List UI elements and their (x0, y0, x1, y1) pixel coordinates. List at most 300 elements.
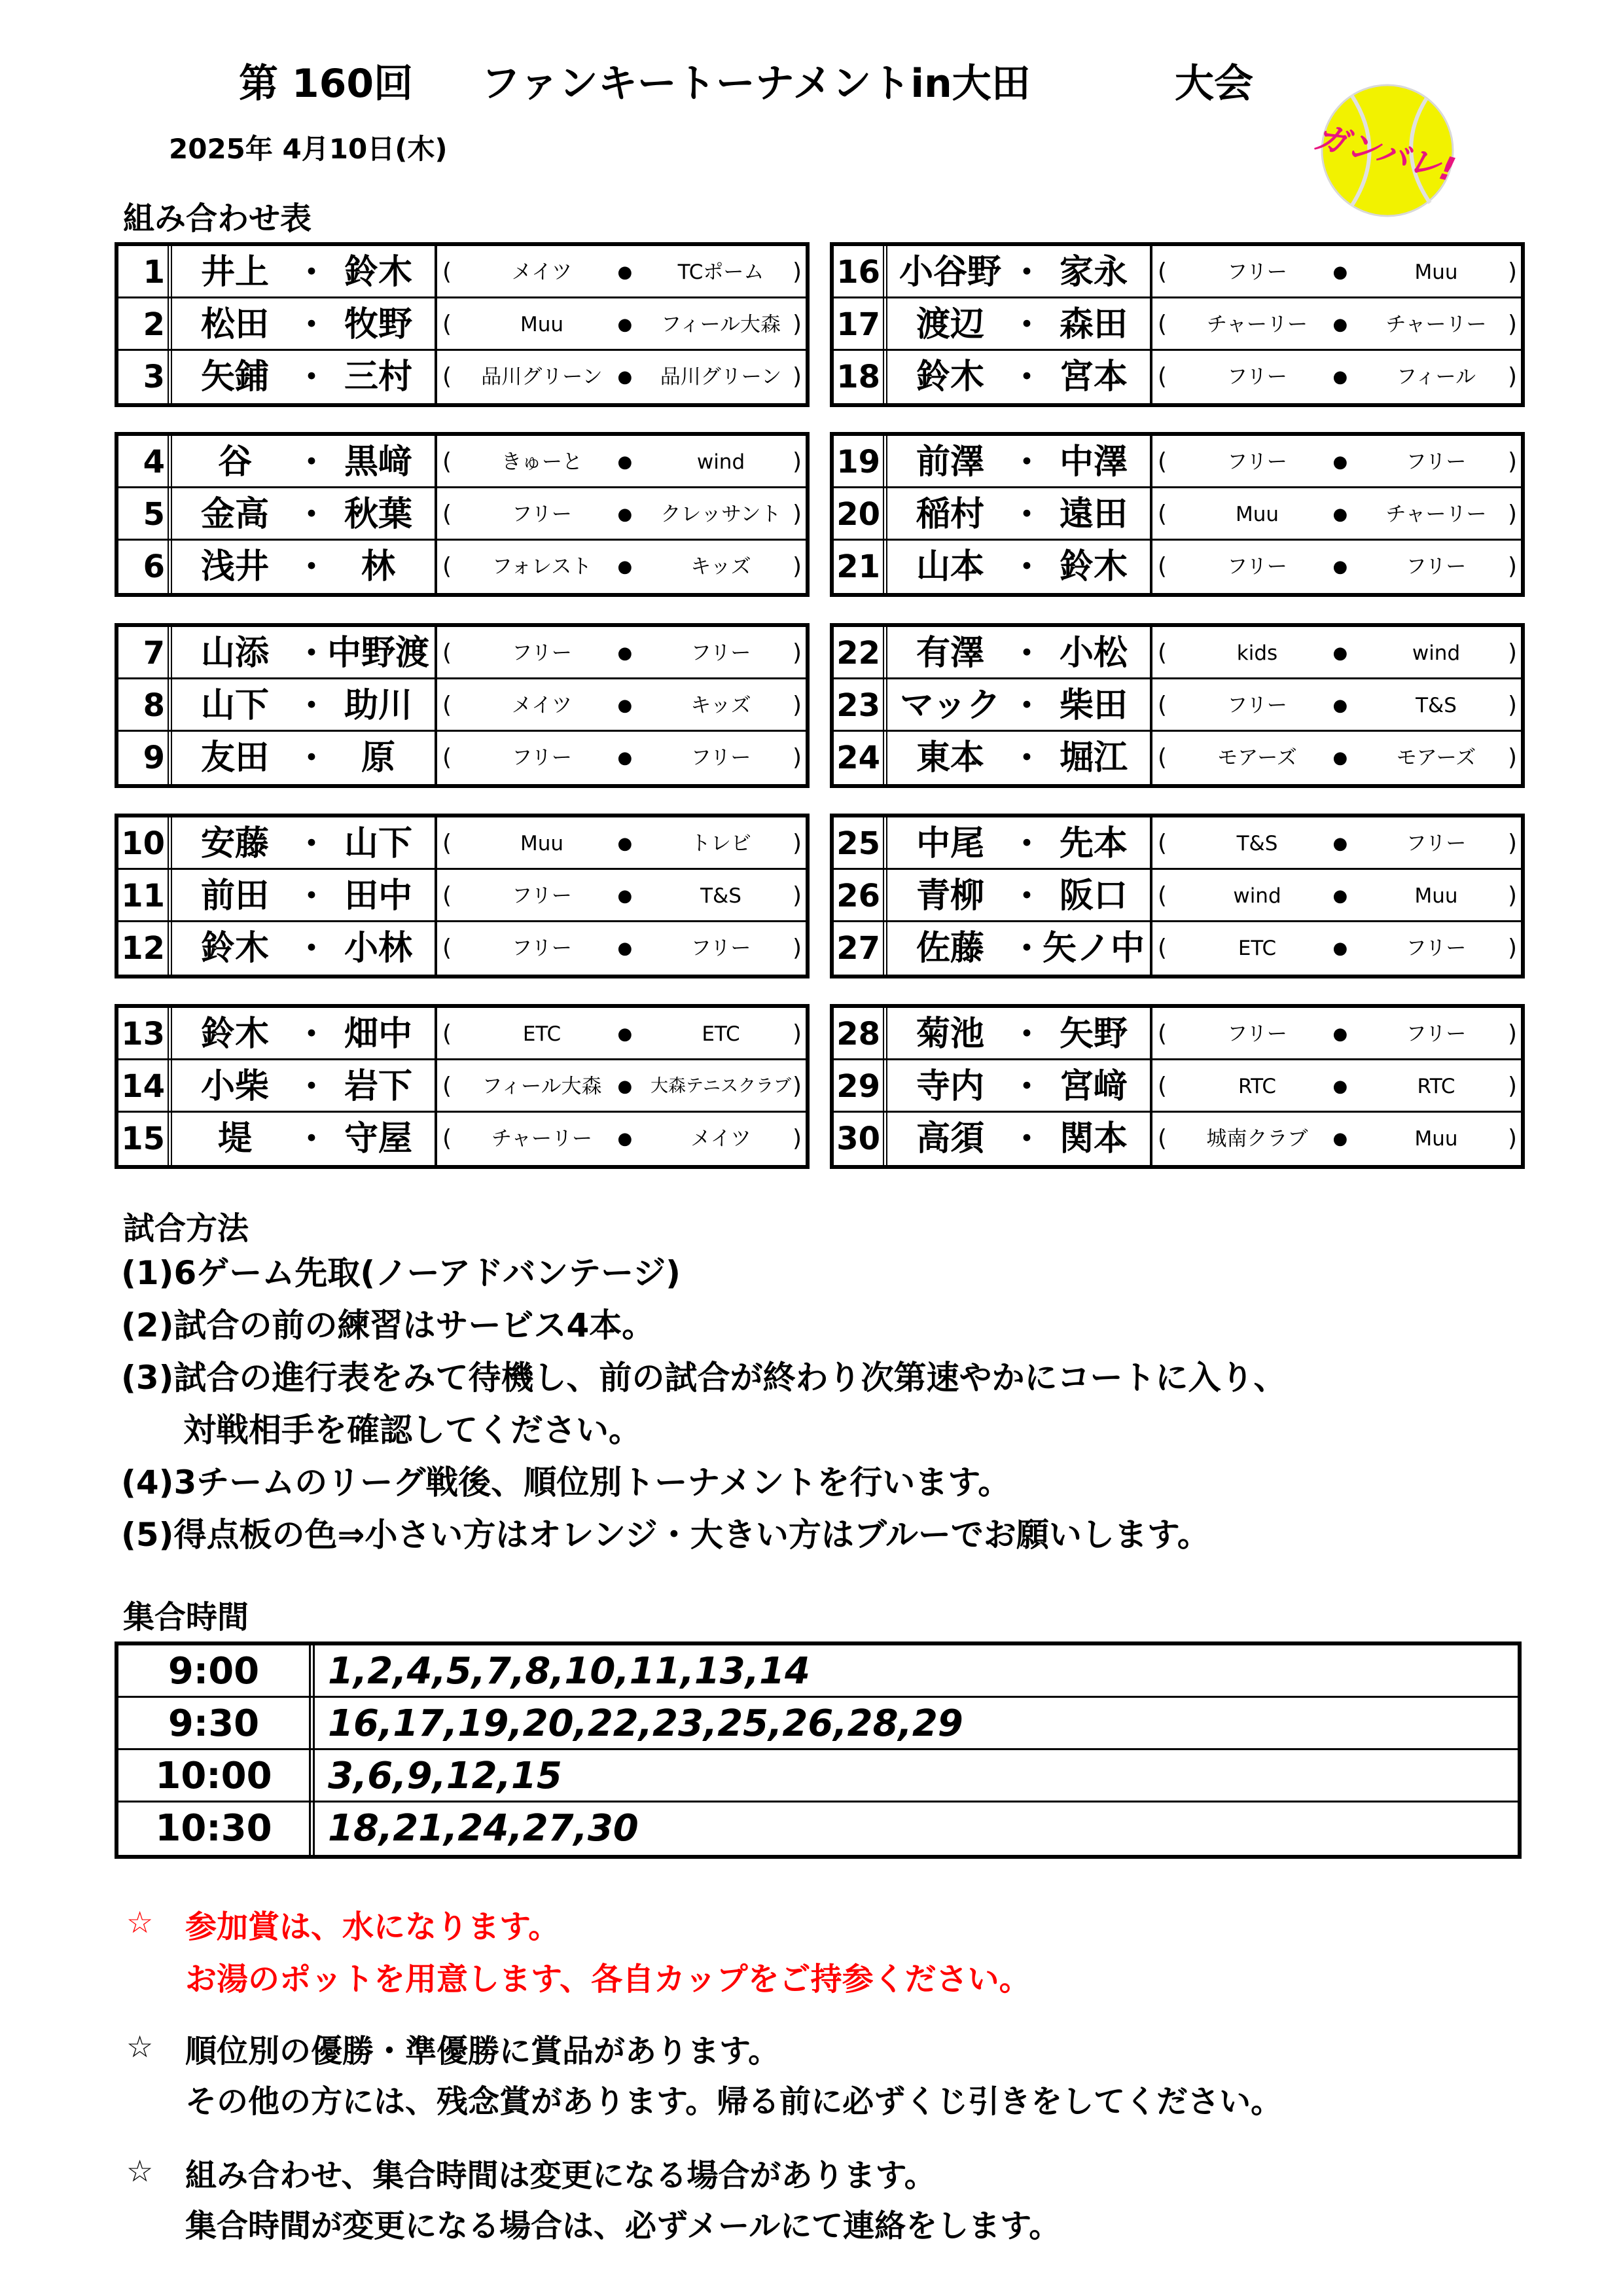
club-cell (1150, 351, 1521, 403)
pair-number: 27 (834, 922, 887, 975)
player-separator: ・ (295, 1120, 328, 1158)
club-cell (435, 679, 806, 730)
paren-close: ) (793, 553, 802, 580)
club-separator: ● (1332, 262, 1348, 282)
player-1: 中尾 (916, 824, 984, 863)
club-2: TCポーム (677, 260, 764, 284)
club-1: フリー (512, 937, 572, 960)
paren-close: ) (1508, 935, 1518, 961)
club-1: チャーリー (1206, 313, 1308, 336)
paren-open: ( (1158, 311, 1168, 338)
player-1: 金高 (200, 495, 269, 534)
club-2: キッズ (690, 694, 751, 717)
club-separator: ● (1332, 315, 1348, 334)
note-star-icon: ☆ (126, 2153, 154, 2189)
club-cell (435, 732, 806, 784)
rule-item-3: (3)試合の進行表をみて待機し、前の試合が終わり次第速やかにコートに入り、 (121, 1359, 1287, 1397)
player-separator: ・ (1010, 548, 1043, 586)
player-1: 稲村 (916, 495, 984, 534)
player-1: 渡辺 (916, 305, 984, 344)
club-2: 大森テニスクラブ (651, 1076, 791, 1096)
player-2: 守屋 (344, 1119, 412, 1158)
player-2: 宮﨑 (1059, 1067, 1128, 1106)
paren-open: ( (1158, 259, 1168, 285)
club-separator: ● (1332, 557, 1348, 577)
player-separator: ・ (1010, 739, 1043, 777)
club-1: メイツ (511, 694, 573, 717)
paren-close: ) (793, 692, 802, 719)
paren-close: ) (793, 882, 802, 909)
player-separator: ・ (1010, 495, 1043, 533)
pair-number: 8 (118, 679, 172, 730)
club-cell (1150, 817, 1521, 868)
club-separator: ● (1332, 939, 1348, 958)
assembly-row (118, 1645, 1518, 1698)
event-date: 2025年 4月10日(木) (169, 133, 448, 165)
club-separator: ● (617, 452, 633, 472)
player-2: 中野渡 (327, 634, 429, 673)
player-separator: ・ (1010, 1015, 1043, 1053)
paren-close: ) (793, 259, 802, 285)
pair-number: 15 (118, 1113, 172, 1165)
club-separator: ● (1332, 1129, 1348, 1149)
player-separator: ・ (295, 687, 328, 725)
pair-number: 23 (834, 679, 887, 730)
player-separator: ・ (295, 1015, 328, 1053)
paren-close: ) (1508, 553, 1518, 580)
player-2: 関本 (1059, 1119, 1128, 1158)
club-cell (435, 246, 806, 296)
player-2: 山下 (344, 824, 412, 863)
pair-number: 7 (118, 627, 172, 677)
note-star-icon: ☆ (126, 2029, 154, 2064)
pairing-group (115, 814, 810, 978)
player-1: 浅井 (200, 547, 269, 586)
player-2: 原 (361, 738, 395, 778)
player-separator: ・ (1010, 687, 1043, 725)
club-cell (1150, 488, 1521, 539)
club-separator: ● (617, 262, 633, 282)
player-2: 田中 (344, 876, 412, 916)
player-separator: ・ (295, 358, 328, 396)
pairing-row (834, 436, 1521, 488)
pairing-row (834, 488, 1521, 541)
paren-close: ) (1508, 259, 1518, 285)
player-separator: ・ (1010, 1120, 1043, 1158)
club-separator: ● (617, 748, 633, 768)
title-name: ファンキートーナメントin大田 (481, 61, 1031, 107)
player-separator: ・ (1010, 306, 1043, 344)
paren-open: ( (1158, 448, 1168, 475)
player-1: 佐藤 (916, 929, 984, 968)
pair-number: 19 (834, 436, 887, 486)
pairing-row (834, 922, 1521, 975)
paren-close: ) (1508, 639, 1518, 666)
club-cell (1150, 732, 1521, 784)
club-separator: ● (1332, 643, 1348, 663)
paren-open: ( (442, 882, 452, 909)
player-separator: ・ (295, 825, 328, 863)
pairing-row (118, 298, 806, 351)
player-separator: ・ (295, 306, 328, 344)
player-1: 矢鋪 (200, 357, 269, 397)
player-2: 堀江 (1059, 738, 1128, 778)
club-separator: ● (617, 1077, 633, 1096)
player-separator: ・ (1010, 634, 1043, 672)
pairing-row (834, 817, 1521, 870)
club-cell (435, 298, 806, 349)
player-1: 高須 (916, 1119, 984, 1158)
paren-open: ( (442, 553, 452, 580)
club-1: チャーリー (491, 1127, 593, 1151)
paren-close: ) (1508, 501, 1518, 528)
pair-number: 26 (834, 870, 887, 920)
club-1: メイツ (511, 260, 573, 284)
club-separator: ● (617, 696, 633, 715)
player-1: 山添 (200, 634, 269, 673)
pairing-row (118, 541, 806, 593)
pairing-group (830, 1004, 1525, 1169)
player-2: 柴田 (1059, 686, 1128, 725)
paren-close: ) (793, 744, 802, 771)
player-separator: ・ (1010, 825, 1043, 863)
paren-close: ) (793, 448, 802, 475)
player-1: 谷 (217, 442, 252, 482)
player-1: 寺内 (916, 1067, 984, 1106)
club-cell (1150, 298, 1521, 349)
tennis-ball-icon (1302, 79, 1459, 236)
title-suffix: 大会 (1175, 61, 1253, 107)
club-2: キッズ (690, 555, 751, 579)
club-2: wind (1412, 641, 1461, 665)
player-2: 鈴木 (344, 253, 412, 292)
assembly-time: 9:00 (118, 1645, 315, 1696)
note-3-line-2: 集合時間が変更になる場合は、必ずメールにて連絡をします。 (185, 2208, 1061, 2244)
paren-open: ( (442, 1020, 452, 1047)
club-1: フリー (512, 746, 572, 770)
paren-close: ) (1508, 744, 1518, 771)
club-1: フリー (512, 884, 572, 908)
player-1: 有澤 (916, 634, 984, 673)
club-2: wind (696, 450, 745, 474)
pairing-group (830, 814, 1525, 978)
player-2: 助川 (344, 686, 412, 725)
player-2: 遠田 (1059, 495, 1128, 534)
note-2-line-2: その他の方には、残念賞があります。帰る前に必ずくじ引きをしてください。 (185, 2083, 1283, 2120)
club-separator: ● (1332, 748, 1348, 768)
player-1: マック (900, 686, 1001, 725)
club-cell (1150, 1060, 1521, 1111)
pair-number: 25 (834, 817, 887, 868)
club-cell (1150, 246, 1521, 296)
club-2: フィール大森 (661, 313, 781, 336)
club-1: Muu (1235, 503, 1279, 526)
assembly-time: 10:30 (118, 1803, 315, 1855)
pair-number: 4 (118, 436, 172, 486)
player-1: 友田 (200, 738, 269, 778)
paren-close: ) (1508, 830, 1518, 857)
club-separator: ● (1332, 367, 1348, 387)
paren-open: ( (442, 639, 452, 666)
pair-number: 16 (834, 246, 887, 296)
club-2: Muu (1414, 1127, 1458, 1151)
pairing-row (118, 488, 806, 541)
club-2: フリー (690, 937, 751, 960)
pair-number: 30 (834, 1113, 887, 1165)
player-separator: ・ (295, 1067, 328, 1105)
club-separator: ● (1332, 834, 1348, 853)
paren-open: ( (442, 692, 452, 719)
club-1: フォレスト (491, 555, 592, 579)
assembly-groups: 1,2,4,5,7,8,10,11,13,14 (328, 1650, 810, 1693)
paren-close: ) (793, 935, 802, 961)
pairing-row (834, 1008, 1521, 1060)
paren-open: ( (1158, 882, 1168, 909)
paren-open: ( (1158, 830, 1168, 857)
paren-open: ( (442, 259, 452, 285)
player-separator: ・ (295, 634, 328, 672)
rule-item-3-cont: 対戦相手を確認してください。 (183, 1411, 641, 1449)
player-1: 山本 (916, 547, 984, 586)
player-1: 小谷野 (899, 253, 1001, 292)
club-separator: ● (617, 367, 633, 387)
club-cell (435, 541, 806, 593)
club-1: ETC (522, 1022, 562, 1046)
paren-close: ) (793, 1073, 802, 1100)
pairing-row (834, 351, 1521, 403)
club-separator: ● (617, 557, 633, 577)
pair-number: 28 (834, 1008, 887, 1058)
pairing-row (118, 817, 806, 870)
section-title-pairings: 組み合わせ表 (123, 200, 312, 237)
paren-close: ) (793, 639, 802, 666)
pairing-row (118, 436, 806, 488)
club-cell (1150, 679, 1521, 730)
pairing-group (115, 1004, 810, 1169)
player-separator: ・ (295, 443, 328, 481)
pair-number: 20 (834, 488, 887, 539)
pairing-row (834, 627, 1521, 679)
paren-close: ) (1508, 363, 1518, 390)
pair-number: 5 (118, 488, 172, 539)
pair-number: 6 (118, 541, 172, 593)
club-cell (435, 1008, 806, 1058)
club-separator: ● (617, 505, 633, 524)
pair-number: 3 (118, 351, 172, 403)
club-1: kids (1236, 641, 1278, 665)
club-1: フリー (1227, 365, 1287, 389)
club-cell (435, 817, 806, 868)
assembly-time: 10:00 (118, 1750, 315, 1801)
player-1: 前田 (200, 876, 269, 916)
pair-number: 24 (834, 732, 887, 784)
club-2: フリー (690, 641, 751, 665)
club-2: クレッサント (660, 503, 781, 526)
club-1: RTC (1238, 1075, 1277, 1098)
club-1: フリー (1227, 1022, 1287, 1046)
club-2: フィール (1397, 365, 1476, 389)
club-separator: ● (1332, 505, 1348, 524)
assembly-row (118, 1803, 1518, 1855)
paren-open: ( (1158, 935, 1168, 961)
club-1: Muu (520, 313, 564, 336)
paren-open: ( (1158, 744, 1168, 771)
section-title-rules: 試合方法 (123, 1210, 249, 1247)
pair-number: 9 (118, 732, 172, 784)
club-separator: ● (1332, 1077, 1348, 1096)
pair-number: 17 (834, 298, 887, 349)
player-2: 岩下 (344, 1067, 412, 1106)
assembly-time: 9:30 (118, 1698, 315, 1748)
club-1: ETC (1238, 937, 1277, 960)
pairing-row (118, 732, 806, 784)
assembly-row (118, 1750, 1518, 1803)
rule-item-2: (2)試合の前の練習はサービス4本。 (121, 1306, 655, 1344)
club-separator: ● (617, 643, 633, 663)
pair-number: 10 (118, 817, 172, 868)
assembly-table (115, 1641, 1522, 1859)
club-2: フリー (1406, 450, 1467, 474)
club-cell (1150, 627, 1521, 677)
pairing-row (834, 870, 1521, 922)
club-separator: ● (1332, 886, 1348, 906)
paren-close: ) (793, 311, 802, 338)
player-2: 三村 (344, 357, 412, 397)
player-separator: ・ (1010, 358, 1043, 396)
player-2: 先本 (1059, 824, 1128, 863)
rule-item-5: (5)得点板の色⇒小さい方はオレンジ・大きい方はブルーでお願いします。 (121, 1516, 1210, 1554)
pairing-row (834, 732, 1521, 784)
club-1: フリー (1227, 694, 1287, 717)
pairing-group (115, 242, 810, 407)
player-separator: ・ (1010, 443, 1043, 481)
club-cell (435, 351, 806, 403)
paren-close: ) (1508, 692, 1518, 719)
section-title-assembly: 集合時間 (123, 1599, 249, 1636)
pairing-row (834, 1060, 1521, 1113)
player-2: 畑中 (344, 1014, 412, 1054)
pairing-row (118, 922, 806, 975)
pair-number: 29 (834, 1060, 887, 1111)
club-2: チャーリー (1385, 503, 1487, 526)
club-2: ETC (702, 1022, 740, 1046)
club-cell (435, 627, 806, 677)
club-2: モアーズ (1396, 746, 1476, 770)
club-separator: ● (1332, 452, 1348, 472)
player-1: 鈴木 (916, 357, 984, 397)
player-separator: ・ (295, 739, 328, 777)
paren-close: ) (1508, 1020, 1518, 1047)
club-separator: ● (617, 886, 633, 906)
player-separator: ・ (1010, 1067, 1043, 1105)
paren-open: ( (442, 1125, 452, 1152)
club-cell (435, 436, 806, 486)
player-2: 黒﨑 (344, 442, 412, 482)
club-2: T&S (1416, 694, 1457, 717)
assembly-groups: 18,21,24,27,30 (328, 1807, 639, 1850)
pairing-row (834, 298, 1521, 351)
note-star-icon: ☆ (126, 1905, 154, 1940)
player-1: 青柳 (916, 876, 984, 916)
player-1: 菊池 (916, 1014, 984, 1054)
assembly-row (118, 1698, 1518, 1750)
club-separator: ● (617, 834, 633, 853)
player-2: 阪口 (1059, 876, 1128, 916)
pairing-row (118, 1060, 806, 1113)
tennis-ball-badge (1302, 79, 1459, 236)
club-cell (435, 870, 806, 920)
paren-open: ( (442, 501, 452, 528)
club-1: フリー (512, 503, 572, 526)
paren-open: ( (442, 448, 452, 475)
player-1: 井上 (200, 253, 269, 292)
club-2: フリー (1406, 832, 1467, 855)
player-1: 松田 (200, 305, 269, 344)
rule-item-4: (4)3チームのリーグ戦後、順位別トーナメントを行います。 (121, 1463, 1011, 1501)
paren-open: ( (442, 363, 452, 390)
pair-number: 2 (118, 298, 172, 349)
pairing-row (834, 679, 1521, 732)
pair-number: 13 (118, 1008, 172, 1058)
player-separator: ・ (295, 548, 328, 586)
player-2: 宮本 (1059, 357, 1128, 397)
player-separator: ・ (1010, 929, 1043, 967)
paren-close: ) (793, 1125, 802, 1152)
club-2: 品川グリーン (660, 365, 782, 389)
player-1: 安藤 (200, 824, 269, 863)
paren-close: ) (793, 363, 802, 390)
player-1: 鈴木 (200, 1014, 269, 1054)
pairing-row (118, 1113, 806, 1165)
club-2: フリー (1406, 1022, 1467, 1046)
club-2: トレビ (690, 832, 751, 855)
player-2: 牧野 (344, 305, 412, 344)
club-cell (1150, 436, 1521, 486)
club-2: チャーリー (1385, 313, 1487, 336)
player-1: 山下 (200, 686, 269, 725)
player-separator: ・ (295, 877, 328, 915)
pairing-row (118, 679, 806, 732)
pairing-row (118, 870, 806, 922)
pair-number: 21 (834, 541, 887, 593)
club-1: フリー (512, 641, 572, 665)
player-1: 鈴木 (200, 929, 269, 968)
club-2: フリー (1406, 937, 1467, 960)
club-separator: ● (617, 315, 633, 334)
pairing-row (834, 246, 1521, 298)
club-2: RTC (1417, 1075, 1455, 1098)
player-2: 矢野 (1059, 1014, 1128, 1054)
pairing-group (830, 432, 1525, 597)
paren-open: ( (442, 311, 452, 338)
club-cell (1150, 870, 1521, 920)
rule-item-1: (1)6ゲーム先取(ノーアドバンテージ) (121, 1254, 681, 1292)
club-1: フリー (1227, 555, 1287, 579)
paren-close: ) (793, 501, 802, 528)
paren-close: ) (1508, 311, 1518, 338)
pairing-group (830, 623, 1525, 788)
note-2-line-1: 順位別の優勝・準優勝に賞品があります。 (185, 2033, 780, 2070)
paren-open: ( (1158, 1125, 1168, 1152)
note-1-line-2: お湯のポットを用意します、各自カップをご持参ください。 (185, 1961, 1031, 1998)
pairing-row (118, 351, 806, 403)
pair-number: 14 (118, 1060, 172, 1111)
player-2: 森田 (1059, 305, 1128, 344)
player-separator: ・ (295, 929, 328, 967)
player-separator: ・ (295, 495, 328, 533)
paren-close: ) (1508, 448, 1518, 475)
note-1-line-1: 参加賞は、水になります。 (185, 1909, 560, 1945)
